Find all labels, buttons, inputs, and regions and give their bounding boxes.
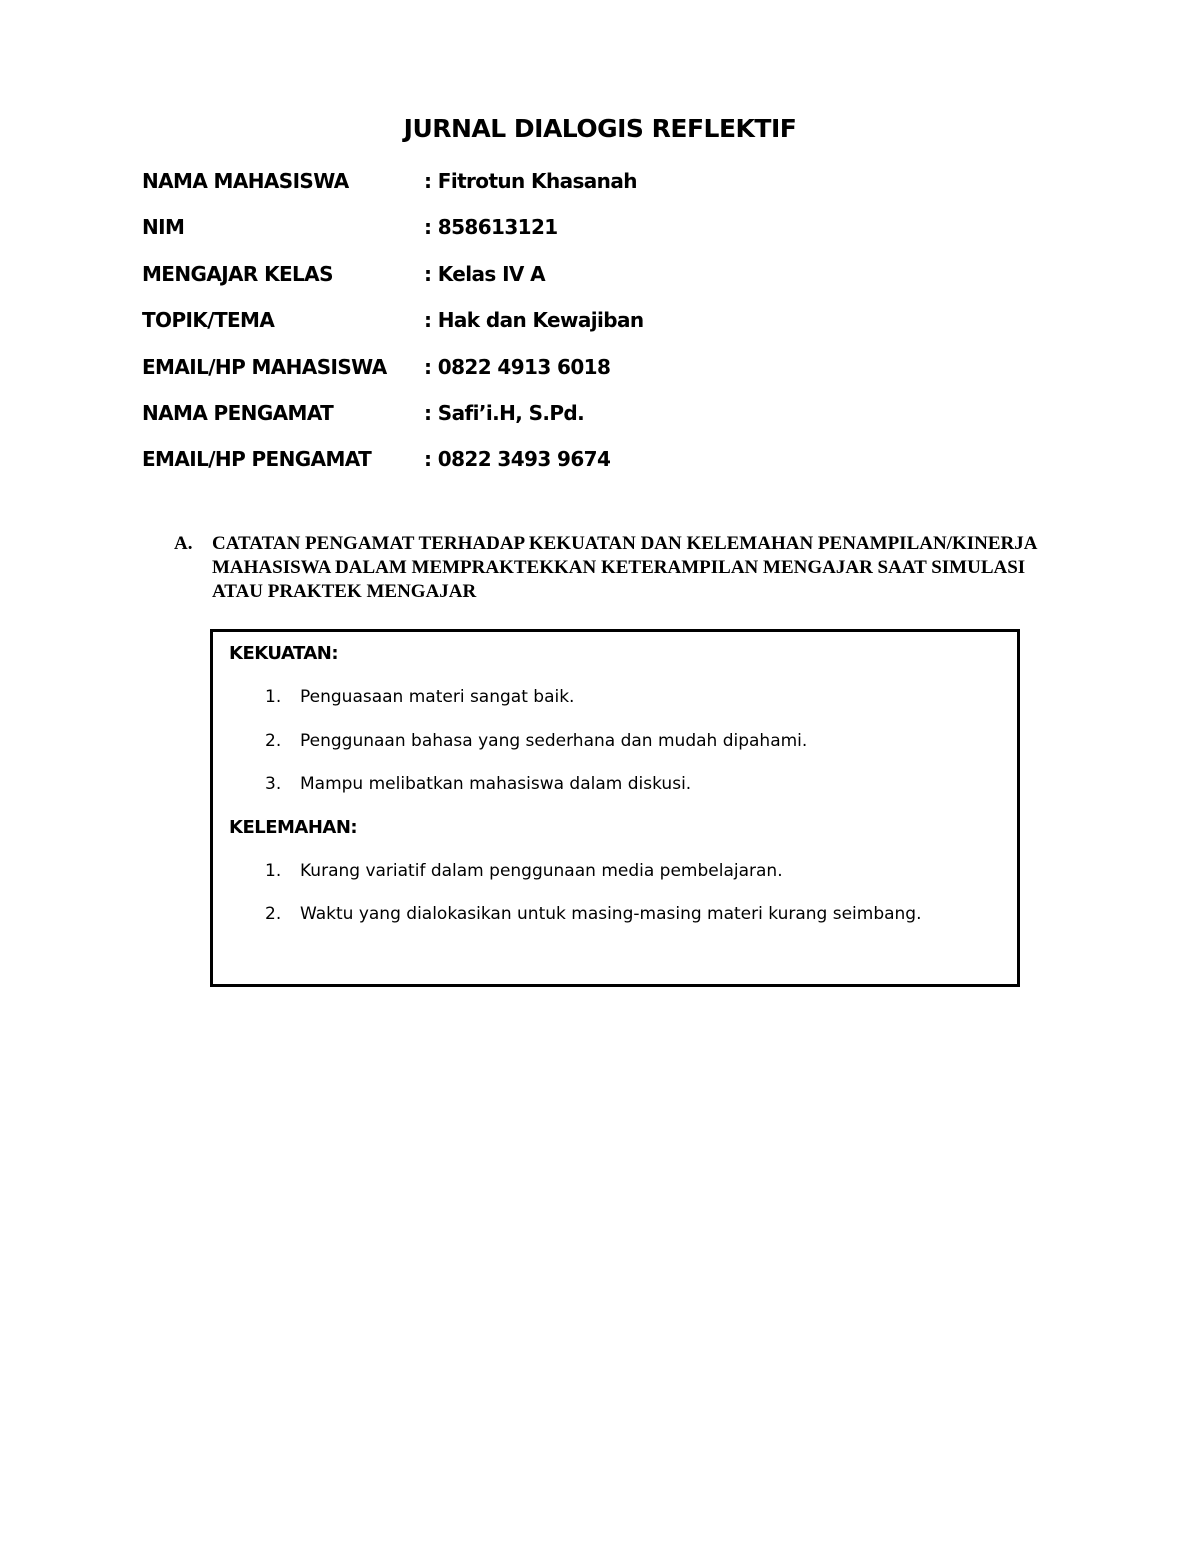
info-row-nim: [142, 212, 644, 258]
list-item: [229, 770, 1001, 798]
observer-notes-box: [210, 629, 1020, 987]
info-value: : 0822 3493 9674: [424, 447, 611, 472]
info-row-topic: [142, 305, 644, 351]
info-value: : Safi’i.H, S.Pd.: [424, 400, 585, 425]
info-label: NIM: [142, 215, 185, 240]
list-number: 3.: [265, 774, 282, 794]
info-row-class: [142, 259, 644, 305]
info-value: : Hak dan Kewajiban: [424, 308, 644, 333]
list-item: [229, 900, 1001, 928]
section-heading-text: CATATAN PENGAMAT TERHADAP KEKUATAN DAN KELEMAHAN PENAMPILAN/KINERJA MAHASISWA DALAM MEMPRAKTEKKAN KETERAMPILAN MENGAJAR SAAT SIMULASI ATAU PRAKTEK MENGAJAR: [212, 533, 1037, 602]
weaknesses-title: KELEMAHAN:: [229, 816, 358, 838]
list-text: Kurang variatif dalam penggunaan media pembelajaran.: [300, 860, 783, 881]
notes-content: [229, 640, 1001, 944]
info-label: NAMA MAHASISWA: [142, 169, 349, 193]
info-label: TOPIK/TEMA: [142, 308, 275, 333]
strengths-list: [229, 683, 1001, 798]
info-label: MENGAJAR KELAS: [142, 261, 333, 286]
list-text: Penggunaan bahasa yang sederhana dan mudah dipahami.: [300, 730, 808, 751]
list-number: 2.: [265, 904, 282, 924]
info-value: : 858613121: [424, 215, 558, 240]
section-a-heading: [174, 532, 1054, 604]
info-row-observer-name: [142, 398, 644, 444]
info-value: : Kelas IV A: [424, 261, 546, 286]
weaknesses-list: [229, 857, 1001, 929]
list-item: [229, 683, 1001, 711]
list-item: [229, 857, 1001, 885]
info-row-student-name: [142, 166, 644, 212]
list-text: Mampu melibatkan mahasiswa dalam diskusi.: [300, 774, 692, 794]
list-text: Waktu yang dialokasikan untuk masing-masing materi kurang seimbang.: [300, 904, 922, 924]
info-row-student-contact: [142, 352, 644, 398]
list-item: [229, 727, 1001, 755]
strengths-title: KEKUATAN:: [229, 643, 339, 664]
list-text: Penguasaan materi sangat baik.: [300, 687, 575, 707]
info-row-observer-contact: [142, 444, 644, 490]
info-label: NAMA PENGAMAT: [142, 400, 334, 425]
identity-table: [142, 166, 644, 491]
info-value: : Fitrotun Khasanah: [424, 169, 637, 193]
list-number: 2.: [265, 730, 282, 751]
list-number: 1.: [265, 860, 282, 881]
section-letter: A.: [174, 533, 193, 554]
info-label: EMAIL/HP PENGAMAT: [142, 447, 372, 472]
info-label: EMAIL/HP MAHASISWA: [142, 354, 387, 379]
info-value: : 0822 4913 6018: [424, 354, 611, 379]
page-title: JURNAL DIALOGIS REFLEKTIF: [403, 114, 797, 143]
list-number: 1.: [265, 687, 282, 707]
